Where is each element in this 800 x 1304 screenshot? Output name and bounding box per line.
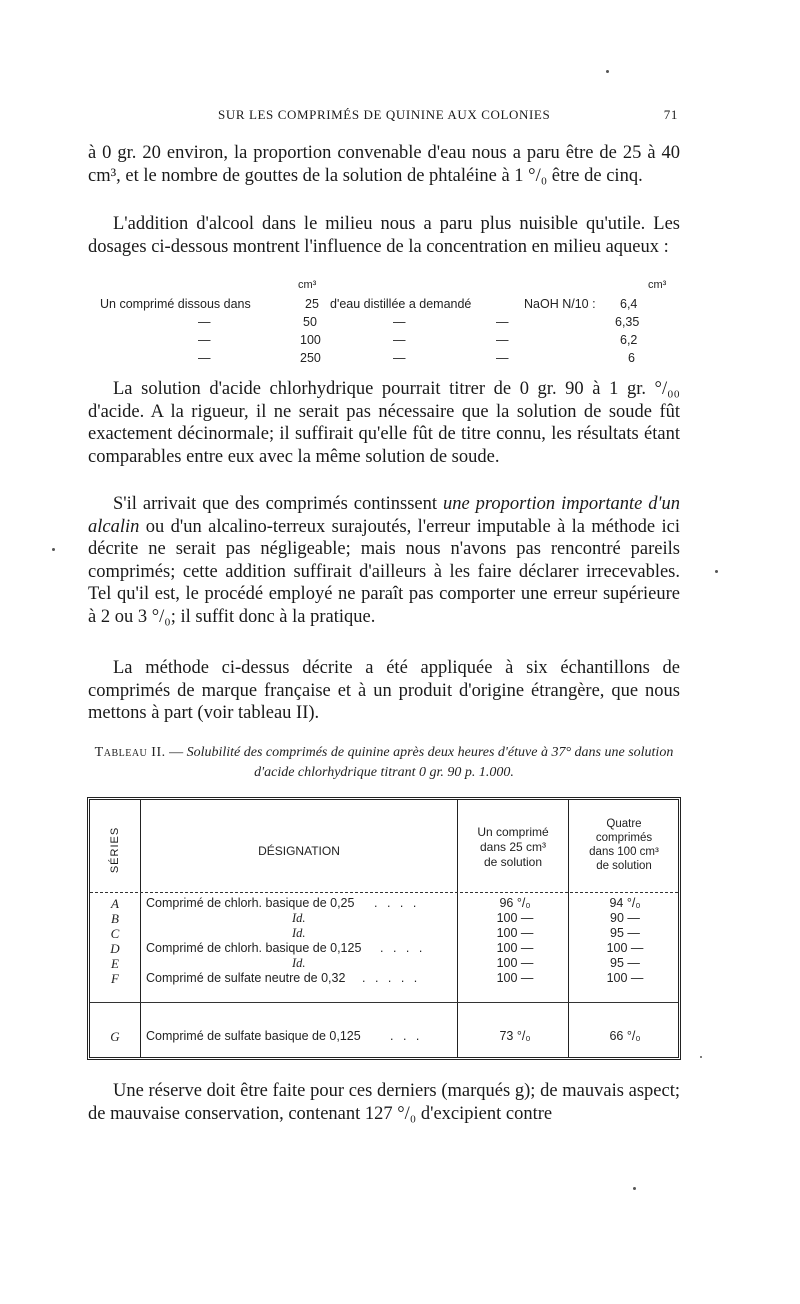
table-caption [88, 743, 680, 783]
scan-speck [52, 548, 55, 551]
header-title: SUR LES COMPRIMÉS DE QUININE AUX COLONIES [218, 107, 551, 122]
table-caption-text: Solubilité des comprimés de quinine après deux heures d'étuve à 37° dans une solution d'acide chlorhydrique titrant 0 gr. 90 p. 1.000. [186, 745, 674, 780]
table-head-col1-line: dans 25 cm³ [479, 840, 547, 854]
row-value-1: 100 — [496, 956, 534, 970]
dosage-solvent: — [393, 315, 406, 329]
dosage-result: 6,4 [620, 297, 638, 311]
paragraph-5-text: La méthode ci-dessus décrite a été appliquée à six échantillons de comprimés de marque française et à un produit d'origine étrangère, que nous mettons à part (voir tableau II). [88, 658, 680, 723]
table-row [90, 971, 678, 986]
table-caption-dash: — [169, 745, 184, 760]
dosage-unit-volume: cm³ [298, 279, 317, 291]
dosage-reagent: — [496, 351, 509, 365]
scan-speck [700, 1056, 702, 1058]
paragraph-4-after: ou d'un alcalino-terreux surajoutés, l'erreur imputable à la méthode ici décrite ne serait pas négligeable; mais nous n'avons pas rencontré pareils comprimés; cette addition suffirait d'ailleurs à les faire déclarer irrecevables. Tel qu'il est, le procédé employé ne paraît pas comporter une erreur supérieure à 2 ou 3 °/₀; il suffit donc à la pratique. [88, 516, 680, 627]
row-designation: Comprimé de chlorh. basique de 0,25 [146, 896, 355, 910]
table-caption-label: Tableau II. [94, 745, 166, 760]
dosage-desc: — [198, 333, 211, 347]
scan-speck [633, 1187, 636, 1190]
table-head-series-label: SÉRIES [109, 826, 122, 874]
dosage-row [100, 315, 680, 333]
paragraph-4-emphasis: une proportion importante d'un alcalin [88, 494, 680, 537]
row-value-2: 66 °/₀ [609, 1029, 641, 1043]
dosage-volume: 50 [303, 315, 317, 329]
row-value-1: 96 °/₀ [499, 896, 531, 910]
row-value-1: 100 — [496, 971, 534, 985]
row-designation: Comprimé de sulfate basique de 0,125 [146, 1029, 361, 1043]
dosage-volume: 25 [305, 297, 319, 311]
table-head-col2-line: comprimés [595, 832, 653, 844]
row-leader-dots: . . . . . [362, 971, 421, 985]
paragraph-1 [88, 142, 680, 187]
row-series: A [111, 896, 119, 911]
dosage-result: 6,35 [615, 315, 640, 329]
row-designation: Id. [292, 911, 306, 925]
row-value-1: 100 — [496, 926, 534, 940]
row-series: F [111, 971, 119, 986]
paragraph-5 [88, 657, 680, 725]
table-row [90, 926, 678, 941]
solubility-table [87, 797, 681, 1060]
row-series: C [110, 926, 120, 941]
row-value-2: 90 — [610, 911, 640, 925]
dosage-volume: 250 [300, 351, 321, 365]
row-value-1: 100 — [496, 941, 534, 955]
row-series: G [110, 1029, 120, 1044]
table-row [90, 941, 678, 956]
scan-speck [606, 70, 609, 73]
paragraph-4 [88, 493, 680, 628]
table-head-col1 [458, 825, 568, 870]
dosage-row [100, 333, 680, 351]
paragraph-4-text [88, 493, 680, 628]
row-leader-dots: . . . . [374, 896, 420, 910]
row-value-2: 94 °/₀ [609, 896, 641, 910]
paragraph-2 [88, 213, 680, 258]
paragraph-1-text: à 0 gr. 20 environ, la proportion convenable d'eau nous a paru être de 25 à 40 cm³, et le nombre de gouttes de la solution de phtaléine à 1 °/₀ être de cinq. [88, 143, 680, 186]
row-leader-dots: . . . [390, 1029, 423, 1043]
paragraph-3 [88, 378, 680, 468]
row-designation: Comprimé de sulfate neutre de 0,32 [146, 971, 346, 985]
table-head-col2-line: de solution [596, 860, 652, 872]
row-series: B [111, 911, 119, 926]
table-row-foreign [90, 1029, 678, 1044]
paragraph-6 [88, 1080, 680, 1125]
table-head-col2 [569, 817, 679, 873]
table-row [90, 911, 678, 926]
paragraph-2-text: L'addition d'alcool dans le milieu nous a paru plus nuisible qu'utile. Les dosages ci-dessous montrent l'influence de la concentration en milieu aqueux : [88, 214, 680, 257]
dosage-row [100, 297, 680, 315]
table-head-col2-line: dans 100 cm³ [589, 846, 659, 858]
dosage-desc: — [198, 351, 211, 365]
paragraph-3-text: La solution d'acide chlorhydrique pourrait titrer de 0 gr. 90 à 1 gr. °/₀₀ d'acide. A la rigueur, il ne serait pas nécessaire que la solution de soude fût exactement décinormale; il suffirait qu'elle fût de titre connu, les résultats étant comparables entre eux avec la même solution de soude. [88, 379, 680, 467]
dosage-desc: Un comprimé dissous dans [100, 297, 251, 311]
dosage-reagent: — [496, 315, 509, 329]
dosage-volume: 100 [300, 333, 321, 347]
dosage-solvent: d'eau distillée a demandé [330, 297, 472, 311]
row-value-1: 100 — [496, 911, 534, 925]
row-leader-dots: . . . . [380, 941, 426, 955]
paragraph-4-before: S'il arrivait que des comprimés continssent [113, 494, 443, 514]
dosage-solvent: — [393, 351, 406, 365]
table-head-col1-line: Un comprimé [477, 825, 549, 839]
paragraph-6-text: Une réserve doit être faite pour ces derniers (marqués g); de mauvais aspect; de mauvaise conservation, contenant 127 °/₀ d'excipient contre [88, 1081, 680, 1124]
scan-speck [715, 570, 718, 573]
row-value-2: 95 — [610, 926, 640, 940]
dosage-reagent: NaOH N/10 : [524, 297, 596, 311]
row-series: D [110, 941, 120, 956]
row-designation: Id. [292, 926, 306, 940]
table-head-series [93, 820, 137, 880]
page-number: 71 [663, 107, 678, 122]
table-head-col1-line: de solution [483, 855, 543, 869]
table-group-rule [90, 1002, 678, 1003]
row-value-2: 100 — [606, 941, 644, 955]
row-series: E [111, 956, 119, 971]
row-value-1: 73 °/₀ [499, 1029, 531, 1043]
dosage-solvent: — [393, 333, 406, 347]
dosage-reagent: — [496, 333, 509, 347]
row-value-2: 100 — [606, 971, 644, 985]
dosage-desc: — [198, 315, 211, 329]
dosage-result: 6,2 [620, 333, 638, 347]
table-head-designation: DÉSIGNATION [258, 844, 340, 858]
table-head-col2-line: Quatre [606, 818, 642, 830]
dosage-row [100, 351, 680, 369]
table-row [90, 896, 678, 911]
dosage-unit-result: cm³ [648, 279, 667, 291]
dosage-result: 6 [628, 351, 635, 365]
table-row [90, 956, 678, 971]
row-designation: Comprimé de chlorh. basique de 0,125 [146, 941, 362, 955]
row-designation: Id. [292, 956, 306, 970]
row-value-2: 95 — [610, 956, 640, 970]
